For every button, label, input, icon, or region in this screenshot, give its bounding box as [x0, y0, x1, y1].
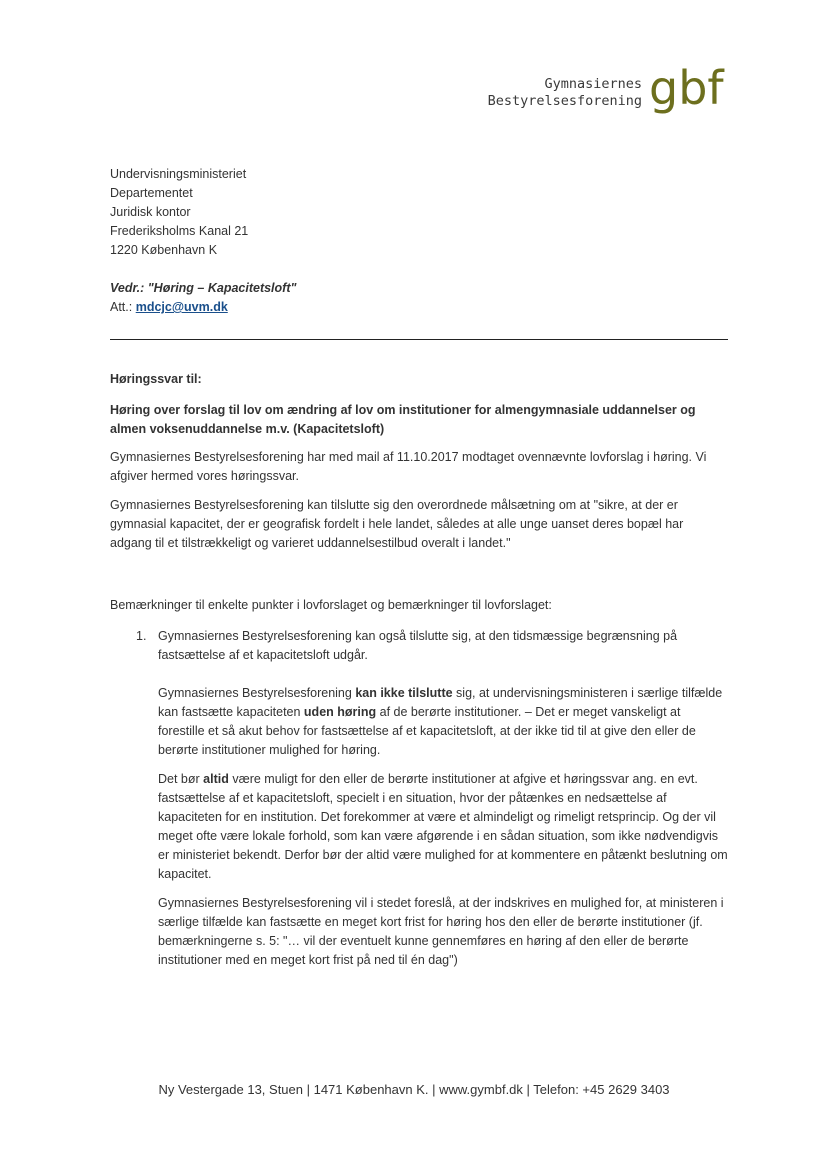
paragraph: Gymnasiernes Bestyrelsesforening har med mail af 11.10.2017 modtaget ovennævnte lovforslag i høring. Vi afgiver hermed vores høringssvar. — [110, 450, 707, 483]
text-run: af de berørte institutioner. – Det er meget vanskeligt at forestille et så akut behov for fastsættelse af et kapacitetsloft, at der ikke tid til at give den eller de berørte institutioner mulighed for høring. — [158, 705, 696, 757]
emphasis: uden høring — [303, 705, 377, 719]
text-run: sig, at undervisningsministeren i særlige tilfælde kan fastsætte kapaciteten — [158, 686, 723, 719]
org-name-line2: Bestyrelsesforening — [487, 93, 642, 109]
organization-name — [470, 76, 642, 110]
list-item-text: Gymnasiernes Bestyrelsesforening kan også tilslutte sig, at den tidsmæssige begrænsning på fastsættelse af et kapacitetsloft udgår. — [158, 629, 678, 662]
address-line: Undervisningsministeriet — [110, 167, 247, 181]
heading-horingssvar: Høringssvar til: — [110, 372, 202, 386]
list-number: 1. — [136, 629, 147, 643]
text-run: Gymnasiernes Bestyrelsesforening — [158, 686, 356, 700]
email-link[interactable]: mdcjc@uvm.dk — [135, 300, 228, 314]
logo-letters: gbf — [649, 61, 724, 115]
address-line: Juridisk kontor — [110, 205, 191, 219]
text-run: være muligt for den eller de berørte institutioner at afgive et høringssvar ang. en evt. fastsættelse af et kapacitetsloft, specielt i en situation, hvor der påtænkes en nedsættelse af kapaciteten for en institution. Det forekommer at være et almindeligt og rimeligt retsprincip. Og der vil meget ofte være lokale forhold, som kan være afgørende i en sådan situation, som ikke nødvendigvis er ministeriet bekendt. Derfor bør der altid være mulighed for at kommentere en påtænkt beslutning om kapacitet. — [158, 772, 728, 881]
address-line: Frederiksholms Kanal 21 — [110, 224, 249, 238]
gbf-logo — [647, 56, 727, 128]
subject-reference: Vedr.: "Høring – Kapacitetsloft" — [110, 281, 297, 295]
org-name-line1: Gymnasiernes — [544, 76, 642, 92]
paragraph: Gymnasiernes Bestyrelsesforening kan tilslutte sig den overordnede målsætning om at "sikre, at der er gymnasial kapacitet, der er geografisk fordelt i hele landet, således at alle unge uanset deres bopæl har adgang til et tilstrækkeligt og varieret uddannelsestilbud overalt i landet." — [110, 498, 684, 550]
list-item-paragraph: Gymnasiernes Bestyrelsesforening vil i stedet foreslå, at der indskrives en mulighed for, at ministeren i særlige tilfælde kan fastsætte en meget kort frist for høring hos den eller de berørte institutioner (jf. bemærkningerne s. 5: "… vil der eventuelt kunne gennemføres en høring af den eller de berørte institutioner med en meget kort frist på ned til én dag") — [158, 896, 724, 967]
address-line: Departementet — [110, 186, 193, 200]
emphasis: altid — [203, 772, 229, 786]
footer-contact: Ny Vestergade 13, Stuen | 1471 København K. | www.gymbf.dk | Telefon: +45 2629 3403 — [158, 1082, 670, 1097]
att-label: Att.: — [110, 300, 136, 314]
remarks-intro: Bemærkninger til enkelte punkter i lovforslaget og bemærkninger til lovforslaget: — [110, 598, 552, 612]
attention-line — [110, 300, 228, 314]
emphasis: kan ikke tilslutte — [355, 686, 453, 700]
recipient-address — [110, 165, 248, 260]
subject-heading: Høring over forslag til lov om ændring af lov om institutioner for almengymnasiale uddannelser og almen voksenuddannelse m.v. (Kapacitetsloft) — [110, 403, 696, 436]
list-item-paragraph — [158, 684, 730, 760]
address-line: 1220 København K — [110, 243, 218, 257]
text-run: Det bør — [158, 772, 204, 786]
divider — [110, 339, 728, 340]
list-item-paragraph — [158, 770, 730, 884]
